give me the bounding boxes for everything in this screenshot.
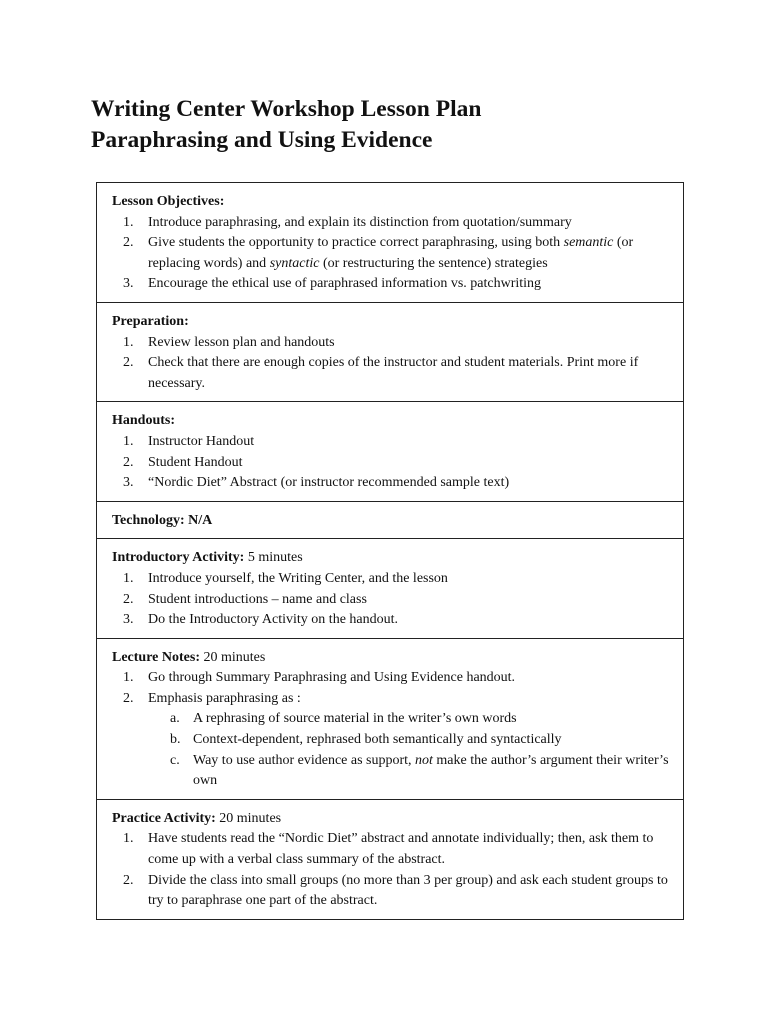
item-number: 1. <box>123 433 134 449</box>
item-text: Emphasis paraphrasing as : <box>148 690 301 706</box>
section-heading: Lesson Objectives: <box>112 194 225 209</box>
list-item <box>112 453 669 474</box>
section-heading: Lecture Notes: <box>112 649 200 665</box>
emphasis-text: not <box>415 752 433 768</box>
item-number: 1. <box>123 570 134 586</box>
section-heading: Handouts: <box>112 413 176 429</box>
section-introductory-activity <box>97 538 683 637</box>
section-technology <box>97 501 683 539</box>
item-text: Context-dependent, rephrased both semantically and syntactically <box>193 732 562 748</box>
item-number: 2. <box>123 591 134 607</box>
item-text: Way to use author evidence as support, <box>193 752 416 768</box>
item-text: A rephrasing of source material in the writer’s own words <box>193 711 517 727</box>
section-duration: 5 minutes <box>244 550 303 566</box>
list-item <box>112 353 669 394</box>
item-text: Review lesson plan and handouts <box>148 334 335 350</box>
list-item <box>112 590 669 611</box>
section-lesson-objectives <box>97 183 683 302</box>
lesson-plan-table <box>96 182 684 920</box>
section-duration: 20 minutes <box>200 649 266 665</box>
item-number: 1. <box>123 670 134 686</box>
list-item <box>112 233 669 274</box>
section-heading: Practice Activity: <box>112 810 216 826</box>
item-text: Instructor Handout <box>148 433 255 449</box>
item-text: Check that there are enough copies of the instructor and student materials. Print more if necessary. <box>148 355 639 391</box>
list-item <box>112 610 669 631</box>
item-text: Do the Introductory Activity on the handout. <box>148 612 399 628</box>
item-number: 3. <box>123 276 134 292</box>
item-text: make the author’s argument their writer’s own <box>193 752 669 789</box>
list-item <box>112 473 669 494</box>
item-letter: a. <box>170 711 180 727</box>
item-number: 2. <box>123 872 134 888</box>
section-heading: Introductory Activity: <box>112 550 245 566</box>
title-line-1: Writing Center Workshop Lesson Plan <box>91 96 482 122</box>
emphasis-text: semantic <box>563 235 614 251</box>
item-text: (or replacing words) and <box>148 235 634 271</box>
list-item <box>112 871 669 912</box>
item-number: 1. <box>123 214 134 230</box>
list-item <box>112 213 669 234</box>
item-text: Divide the class into small groups (no more than 3 per group) and ask each student groups to try to paraphrase one part of the abstract. <box>148 872 668 909</box>
item-number: 2. <box>123 454 134 470</box>
item-text: (or restructuring the sentence) strategies <box>319 255 548 271</box>
sub-list-item <box>112 709 669 730</box>
item-letter: c. <box>170 752 180 768</box>
section-duration: 20 minutes <box>215 810 282 826</box>
item-text: Give students the opportunity to practice correct paraphrasing, using both <box>148 235 564 251</box>
document-title <box>91 94 481 156</box>
item-number: 2. <box>123 355 134 371</box>
item-letter: b. <box>170 732 181 748</box>
sub-list-item <box>112 751 669 792</box>
item-number: 2. <box>123 690 134 706</box>
item-text: “Nordic Diet” Abstract (or instructor recommended sample text) <box>148 475 510 491</box>
section-practice-activity <box>97 799 683 919</box>
section-lecture-notes <box>97 638 683 799</box>
item-number: 3. <box>123 612 134 628</box>
item-text: Encourage the ethical use of paraphrased information vs. patchwriting <box>148 276 542 292</box>
item-number: 3. <box>123 475 134 491</box>
section-heading: Technology: N/A <box>112 512 213 528</box>
list-item <box>112 689 669 710</box>
list-item <box>112 274 669 295</box>
item-number: 1. <box>123 334 134 350</box>
sub-list-item <box>112 730 669 751</box>
item-text: Go through Summary Paraphrasing and Using Evidence handout. <box>148 670 516 686</box>
item-number: 1. <box>123 831 134 847</box>
section-preparation <box>97 302 683 401</box>
title-line-2: Paraphrasing and Using Evidence <box>91 127 433 153</box>
list-item <box>112 829 669 870</box>
list-item <box>112 432 669 453</box>
item-text: Introduce yourself, the Writing Center, and the lesson <box>148 570 448 586</box>
item-text: Student Handout <box>148 454 243 470</box>
emphasis-text: syntactic <box>269 255 320 271</box>
item-number: 2. <box>123 235 134 251</box>
item-text: Have students read the “Nordic Diet” abstract and annotate individually; then, ask them to come up with a verbal class summary of the abstract. <box>148 831 654 868</box>
list-item <box>112 569 669 590</box>
list-item <box>112 668 669 689</box>
item-text: Introduce paraphrasing, and explain its distinction from quotation/summary <box>148 214 572 230</box>
item-text: Student introductions – name and class <box>148 591 367 607</box>
section-heading: Preparation: <box>112 313 189 329</box>
section-handouts <box>97 401 683 500</box>
list-item <box>112 333 669 354</box>
